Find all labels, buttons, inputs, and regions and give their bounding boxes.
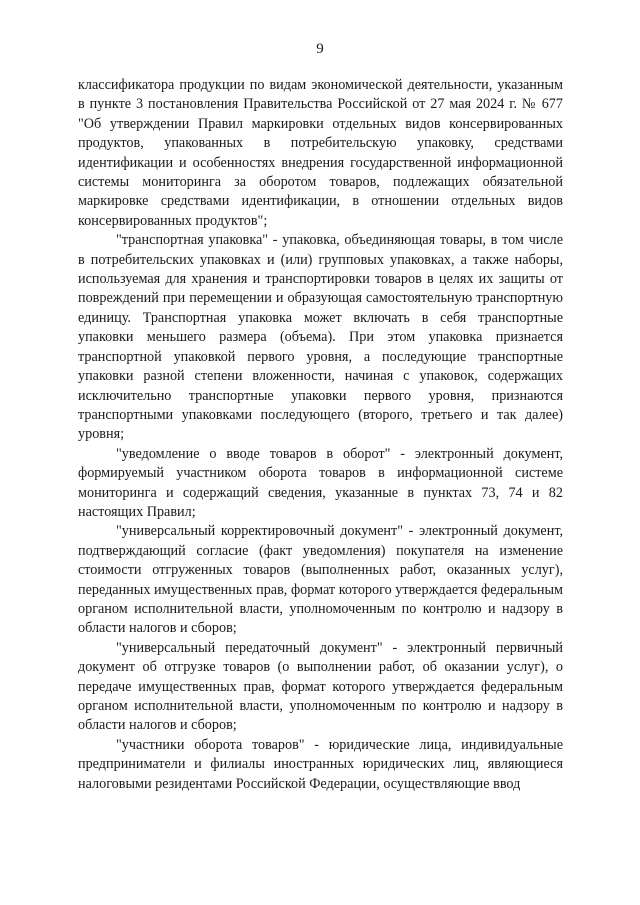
paragraph-transport-packaging: "транспортная упаковка" - упаковка, объединяющая товары, в том числе в потребительских упаковках и (или) групповых упаковках, а также наборы, используемая для хранения и транспортировки товаров в целях их защиты от повреждений при перемещении и образующая самостоятельную транспортную единицу. Транспортная упаковка может включать в себя транспортные упаковки меньшего размера (объема). При этом упаковка признается транспортной упаковкой первого уровня, а последующие транспортные упаковки разной степени вложенности, начиная с упаковок, содержащих исключительно транспортные упаковки первого уровня, признаются транспортными упаковками последующего (второго, третьего и так далее) уровня; [78,232,563,443]
paragraph-circulation-notice: "уведомление о вводе товаров в оборот" - электронный документ, формируемый участником оборота товаров в информационной системе мониторинга и содержащий сведения, указанные в пунктах 73, 74 и 82 настоящих Правил; [78,445,563,520]
paragraph-classifier-continuation: классификатора продукции по видам экономической деятельности, указанным в пункте 3 постановления Правительства Российской от 27 мая 2024 г. № 677 "Об утверждении Правил маркировки отдельных видов консервированных продуктов, упакованных в потребительскую упаковку, средствами идентификации и особенностях внедрения государственной информационной системы мониторинга за оборотом товаров, подлежащих обязательной маркировке средствами идентификации, в отношении отдельных видов консервированных продуктов"; [78,77,563,229]
paragraph-universal-correction-document: "универсальный корректировочный документ" - электронный документ, подтверждающий согласие (факт уведомления) покупателя на изменение стоимости отгруженных товаров (выполненных работ, оказанных услуг), переданных имущественных прав, формат которого утверждается федеральным органом исполнительной власти, уполномоченным по контролю и надзору в области налогов и сборов; [78,523,563,637]
paragraph-universal-transfer-document: "универсальный передаточный документ" - электронный первичный документ об отгрузке товаров (о выполнении работ, об оказании услуг), о передаче имущественных прав, формат которого утверждается федеральным органом исполнительной власти, уполномоченным по контролю и надзору в области налогов и сборов; [78,639,563,734]
document-body [78,76,563,794]
paragraph-circulation-participants: "участники оборота товаров" - юридические лица, индивидуальные предприниматели и филиалы иностранных юридических лиц, являющиеся налоговыми резидентами Российской Федерации, осуществляющие ввод [78,736,563,792]
page-number: 9 [316,41,324,57]
